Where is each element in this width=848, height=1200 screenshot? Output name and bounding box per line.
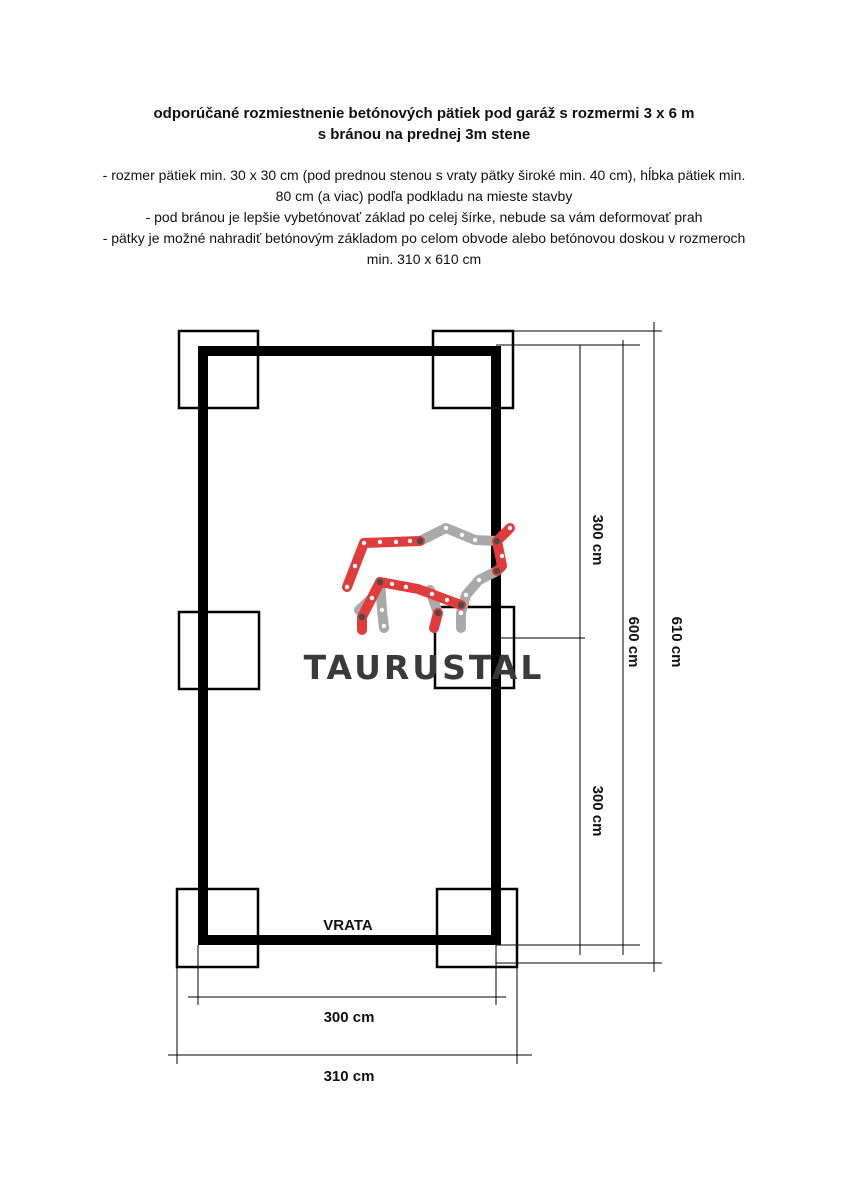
garage-outline — [203, 351, 496, 940]
footing-top-left — [179, 331, 258, 408]
length-outer-label: 610 cm — [668, 616, 685, 668]
footing-middle-left — [179, 612, 259, 689]
title-line-1: odporúčané rozmiestnenie betónových pätiek pod garáž s rozmermi 3 x 6 m — [153, 105, 695, 122]
length-upper-label: 300 cm — [589, 514, 606, 566]
gate-label: VRATA — [323, 917, 373, 934]
dimension-lines — [168, 322, 662, 1064]
title-line-2: s bránou na prednej 3m stene — [317, 126, 531, 143]
note-item: - rozmer pätiek min. 30 x 30 cm (pod prednou stenou s vraty pätky široké min. 40 cm), hĺbka pätiek min. 80 cm (a viac) podľa podkladu na mieste stavby — [102, 167, 746, 204]
taurustal-logo — [345, 526, 512, 630]
note-item: - pod bránou je lepšie vybetónovať základ po celej šírke, nebude sa vám deformovať prah — [145, 209, 703, 225]
width-inner-label: 300 cm — [323, 1009, 375, 1026]
note-item: - pätky je možné nahradiť betónovým základom po celom obvode alebo betónovou doskou v rozmeroch min. 310 x 610 cm — [102, 230, 746, 267]
logo-wordmark: TAURUSTAL — [303, 648, 545, 687]
footing-bottom-right — [437, 889, 517, 967]
length-inner-label: 600 cm — [625, 616, 642, 668]
width-outer-label: 310 cm — [323, 1068, 375, 1085]
length-lower-label: 300 cm — [589, 785, 606, 837]
footing-bottom-left — [177, 889, 258, 967]
